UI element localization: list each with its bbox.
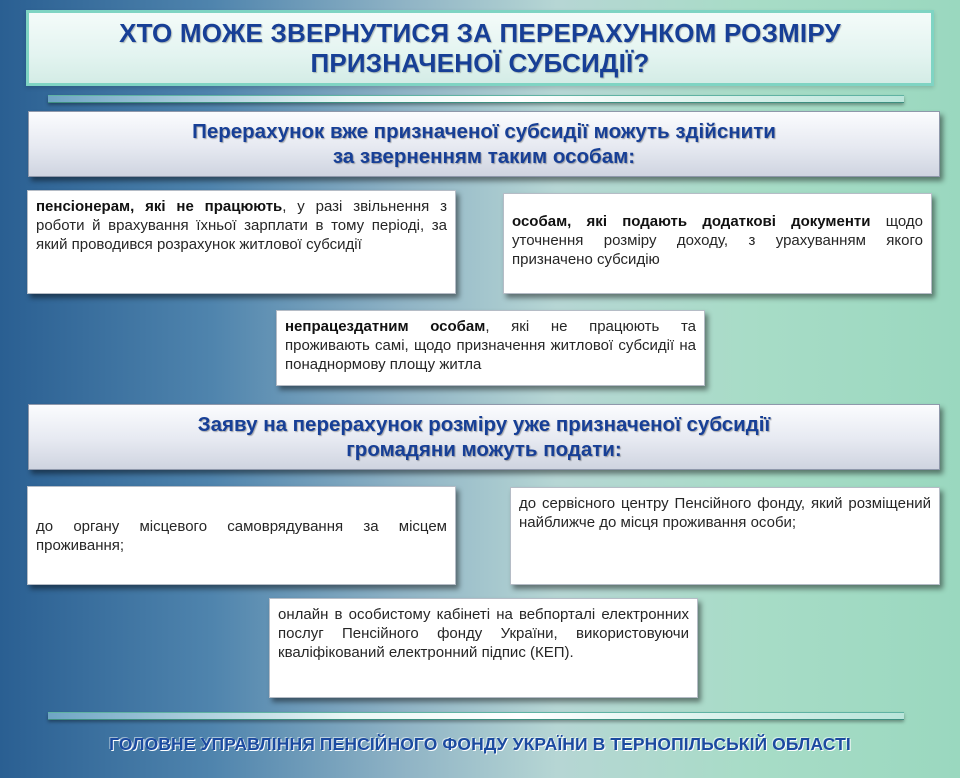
card-text: до органу місцевого самоврядування за місцем проживання; — [36, 517, 447, 554]
card-text: , у разі звільнення з роботи й врахування їхньої зарплати в тому періоді, за який проводився розрахунок житлової субсидії — [36, 198, 447, 253]
submission-card-local-authority — [27, 486, 456, 585]
section1-heading-line1: Перерахунок вже призначеної субсидії можуть здійснити — [192, 120, 776, 143]
page-title-line1: ХТО МОЖЕ ЗВЕРНУТИСЯ ЗА ПЕРЕРАХУНКОМ РОЗМІРУ — [119, 18, 841, 48]
card-text: щодо уточнення розміру доходу, з урахуванням якого призначено субсидію — [512, 213, 923, 268]
section2-heading-line1: Заяву на перерахунок розміру уже призначеної субсидії — [197, 413, 771, 436]
recipient-card-pensioners — [27, 190, 456, 294]
top-divider — [48, 95, 904, 103]
section1-heading-line2: за зверненням таким особам: — [332, 145, 636, 168]
section2-heading — [28, 404, 940, 470]
section1-heading — [28, 111, 940, 177]
submission-card-service-center — [510, 487, 940, 585]
page-title-line2: ПРИЗНАЧЕНОЇ СУБСИДІЇ? — [310, 48, 650, 78]
card-text: онлайн в особистому кабінеті на вебпорталі електронних послуг Пенсійного фонду України, використовуючи кваліфікований електронний підпис (КЕП). — [278, 606, 689, 661]
bottom-divider — [48, 712, 904, 720]
card-bold-text: пенсіонерам, які не працюють — [36, 198, 283, 215]
card-text: до сервісного центру Пенсійного фонду, який розміщений найближче до місця проживання особи; — [519, 495, 931, 531]
card-bold-text: непрацездатним особам — [285, 318, 486, 335]
footer-organization: ГОЛОВНЕ УПРАВЛІННЯ ПЕНСІЙНОГО ФОНДУ УКРАЇНИ В ТЕРНОПІЛЬСЬКІЙ ОБЛАСТІ — [109, 734, 851, 754]
title-box — [26, 10, 934, 86]
card-bold-text: особам, які подають додаткові документи — [512, 213, 871, 230]
section2-heading-line2: громадяни можуть подати: — [346, 438, 622, 461]
recipient-card-disabled — [276, 310, 705, 386]
submission-card-online — [269, 598, 698, 698]
card-text: , які не працюють та проживають самі, щодо призначення житлової субсидії на понаднормову площу житла — [285, 318, 696, 373]
recipient-card-documents — [503, 193, 932, 294]
